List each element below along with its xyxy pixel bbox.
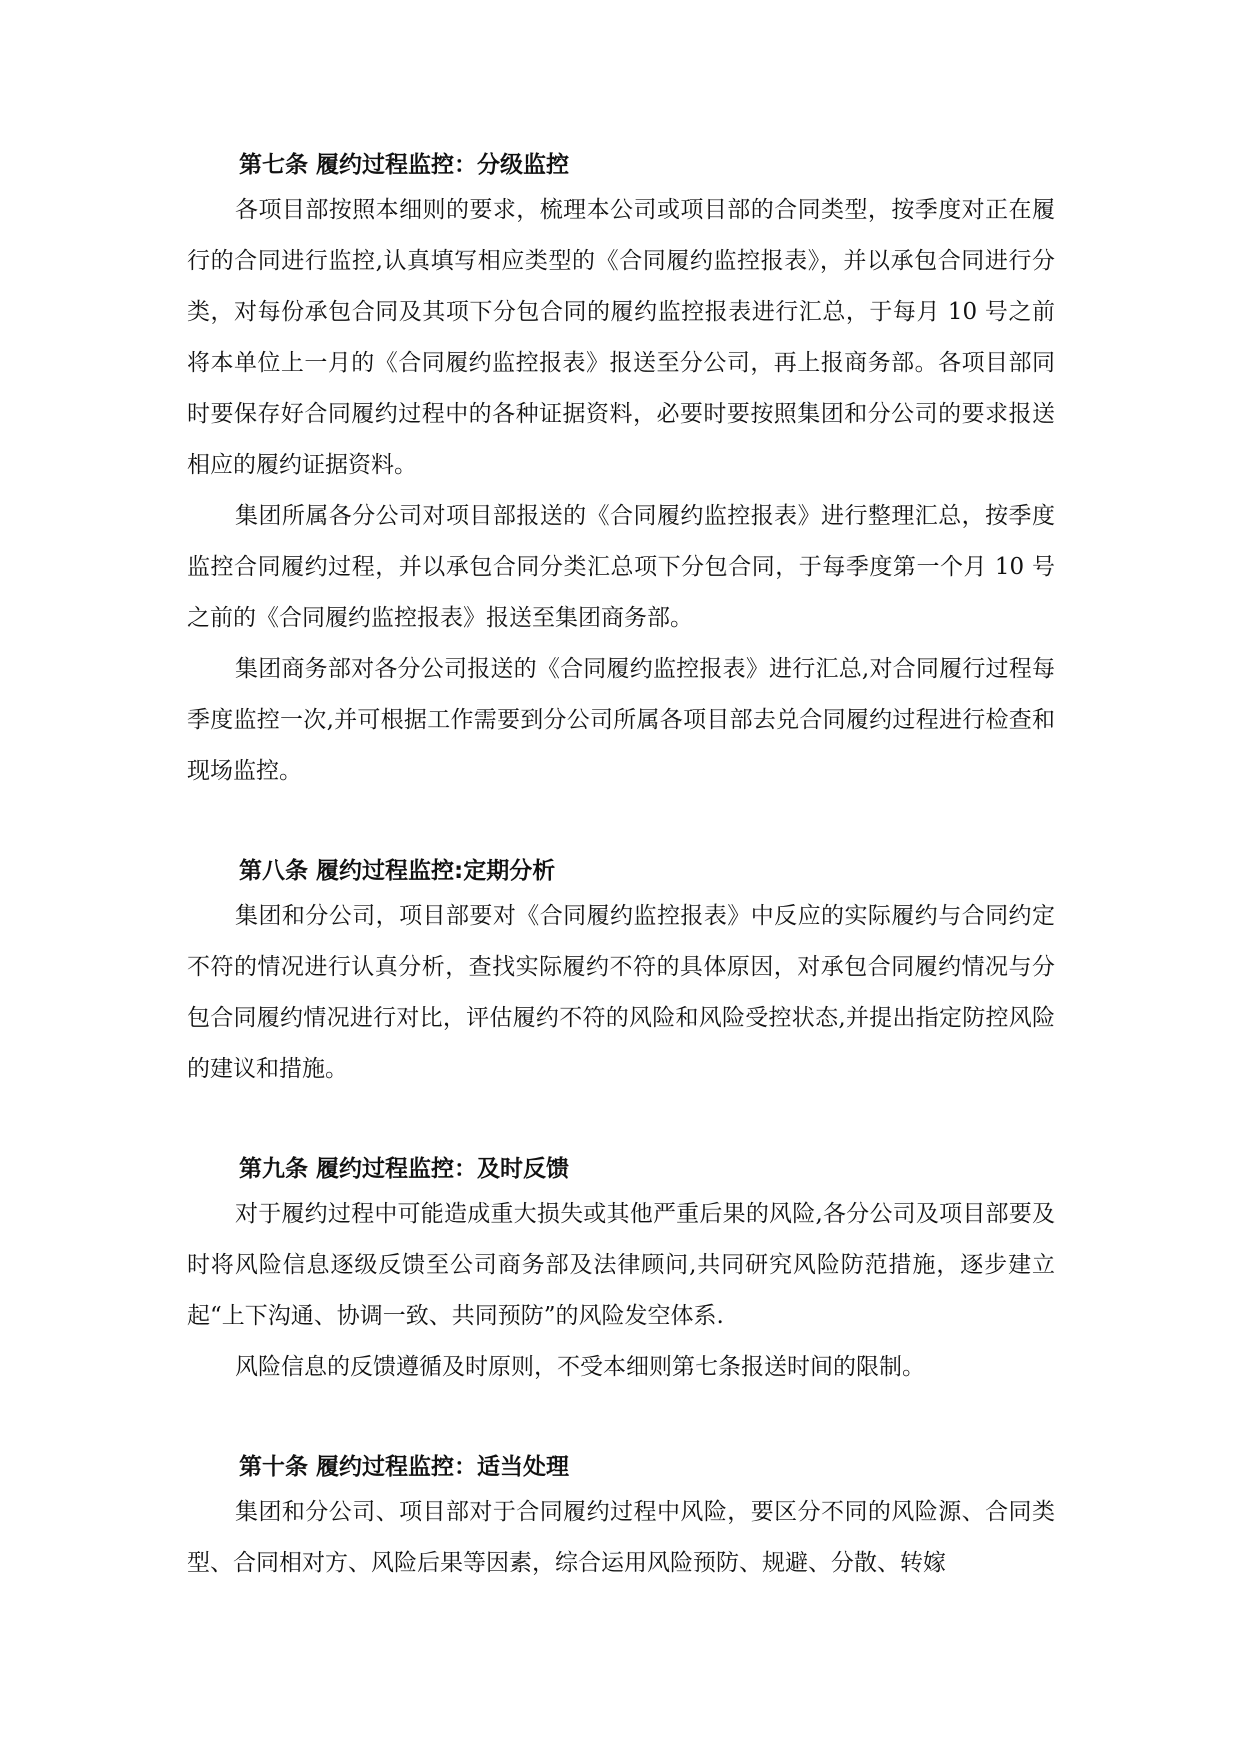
article-7-paragraph-1: 各项目部按照本细则的要求，梳理本公司或项目部的合同类型，按季度对正在履行的合同进行监控,认真填写相应类型的《合同履约监控报表》，并以承包合同进行分类，对每份承包合同及其项下分包合同的履约监控报表进行汇总，于每月 10 号之前将本单位上一月的《合同履约监控报表》报送至分公司，再上报商务部。各项目部同时要保存好合同履约过程中的各种证据资料，必要时要按照集团和分公司的要求报送相应的履约证据资料。 — [187, 197, 1055, 478]
article-10-paragraph-1: 集团和分公司、项目部对于合同履约过程中风险，要区分不同的风险源、合同类型、合同相对方、风险后果等因素，综合运用风险预防、规避、分散、转嫁 — [187, 1499, 1055, 1576]
article-7-heading: 第七条 履约过程监控：分级监控 — [239, 152, 570, 178]
article-7 — [187, 145, 1055, 797]
section-gap — [187, 1393, 1055, 1447]
article-9-paragraph-1: 对于履约过程中可能造成重大损失或其他严重后果的风险,各分公司及项目部要及时将风险信息逐级反馈至公司商务部及法律顾问,共同研究风险防范措施，逐步建立起“上下沟通、协调一致、共同预防”的风险发空体系. — [187, 1201, 1055, 1329]
article-9-heading: 第九条 履约过程监控：及时反馈 — [239, 1156, 570, 1182]
section-gap — [187, 797, 1055, 851]
article-7-paragraph-2: 集团所属各分公司对项目部报送的《合同履约监控报表》进行整理汇总，按季度监控合同履约过程，并以承包合同分类汇总项下分包合同，于每季度第一个月 10 号之前的《合同履约监控报表》报送至集团商务部。 — [187, 503, 1055, 631]
article-10 — [187, 1447, 1055, 1589]
document-body — [187, 145, 1055, 1589]
article-8 — [187, 851, 1055, 1095]
article-8-heading: 第八条 履约过程监控:定期分析 — [239, 858, 556, 884]
article-10-heading: 第十条 履约过程监控：适当处理 — [239, 1454, 570, 1480]
article-8-paragraph-1: 集团和分公司，项目部要对《合同履约监控报表》中反应的实际履约与合同约定不符的情况进行认真分析，查找实际履约不符的具体原因，对承包合同履约情况与分包合同履约情况进行对比，评估履约不符的风险和风险受控状态,并提出指定防控风险的建议和措施。 — [187, 903, 1055, 1082]
section-gap — [187, 1095, 1055, 1149]
article-7-paragraph-3: 集团商务部对各分公司报送的《合同履约监控报表》进行汇总,对合同履行过程每季度监控一次,并可根据工作需要到分公司所属各项目部去兑合同履约过程进行检查和现场监控。 — [187, 656, 1055, 784]
article-9-paragraph-2: 风险信息的反馈遵循及时原则，不受本细则第七条报送时间的限制。 — [235, 1354, 925, 1380]
article-9 — [187, 1149, 1055, 1393]
